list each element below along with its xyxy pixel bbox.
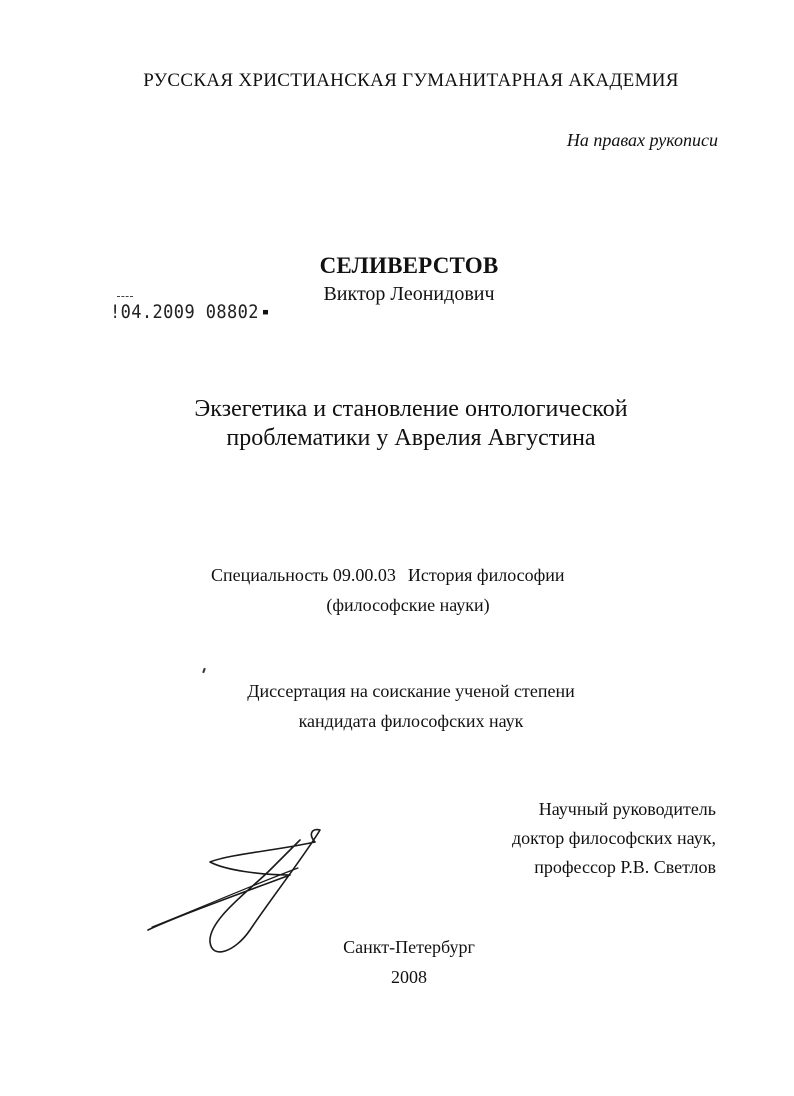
city: Санкт-Петербург bbox=[343, 937, 475, 957]
ink-mark bbox=[202, 668, 206, 673]
author-surname: СЕЛИВЕРСТОВ bbox=[319, 253, 499, 278]
supervisor-name: профессор Р.В. Светлов bbox=[534, 857, 716, 877]
specialty-field: (философские науки) bbox=[326, 595, 490, 615]
year: 2008 bbox=[391, 967, 427, 987]
specialty-line bbox=[211, 565, 565, 586]
degree-purpose-line-2: кандидата философских наук bbox=[298, 711, 524, 731]
author-given-names: Виктор Леонидович bbox=[323, 283, 495, 305]
supervisor-role: Научный руководитель bbox=[538, 799, 716, 819]
stamp-mark bbox=[117, 296, 133, 298]
dissertation-title-line-1: Экзегетика и становление онтологической bbox=[194, 396, 628, 422]
supervisor-block bbox=[512, 795, 716, 882]
dissertation-title-line-2: проблематики у Аврелия Августина bbox=[226, 425, 596, 451]
stamp-dot bbox=[263, 310, 268, 314]
specialty-code: Специальность 09.00.03 bbox=[211, 565, 396, 585]
registration-stamp bbox=[110, 301, 268, 323]
degree-purpose-line-1: Диссертация на соискание ученой степени bbox=[247, 681, 575, 701]
academy-name: РУССКАЯ ХРИСТИАНСКАЯ ГУМАНИТАРНАЯ АКАДЕМИЯ bbox=[143, 70, 679, 91]
stamp-number: !04.2009 08802 bbox=[110, 301, 259, 324]
manuscript-rights-note: На правах рукописи bbox=[566, 130, 718, 150]
specialty-name: История философии bbox=[407, 565, 565, 585]
supervisor-degree: доктор философских наук, bbox=[512, 828, 716, 848]
